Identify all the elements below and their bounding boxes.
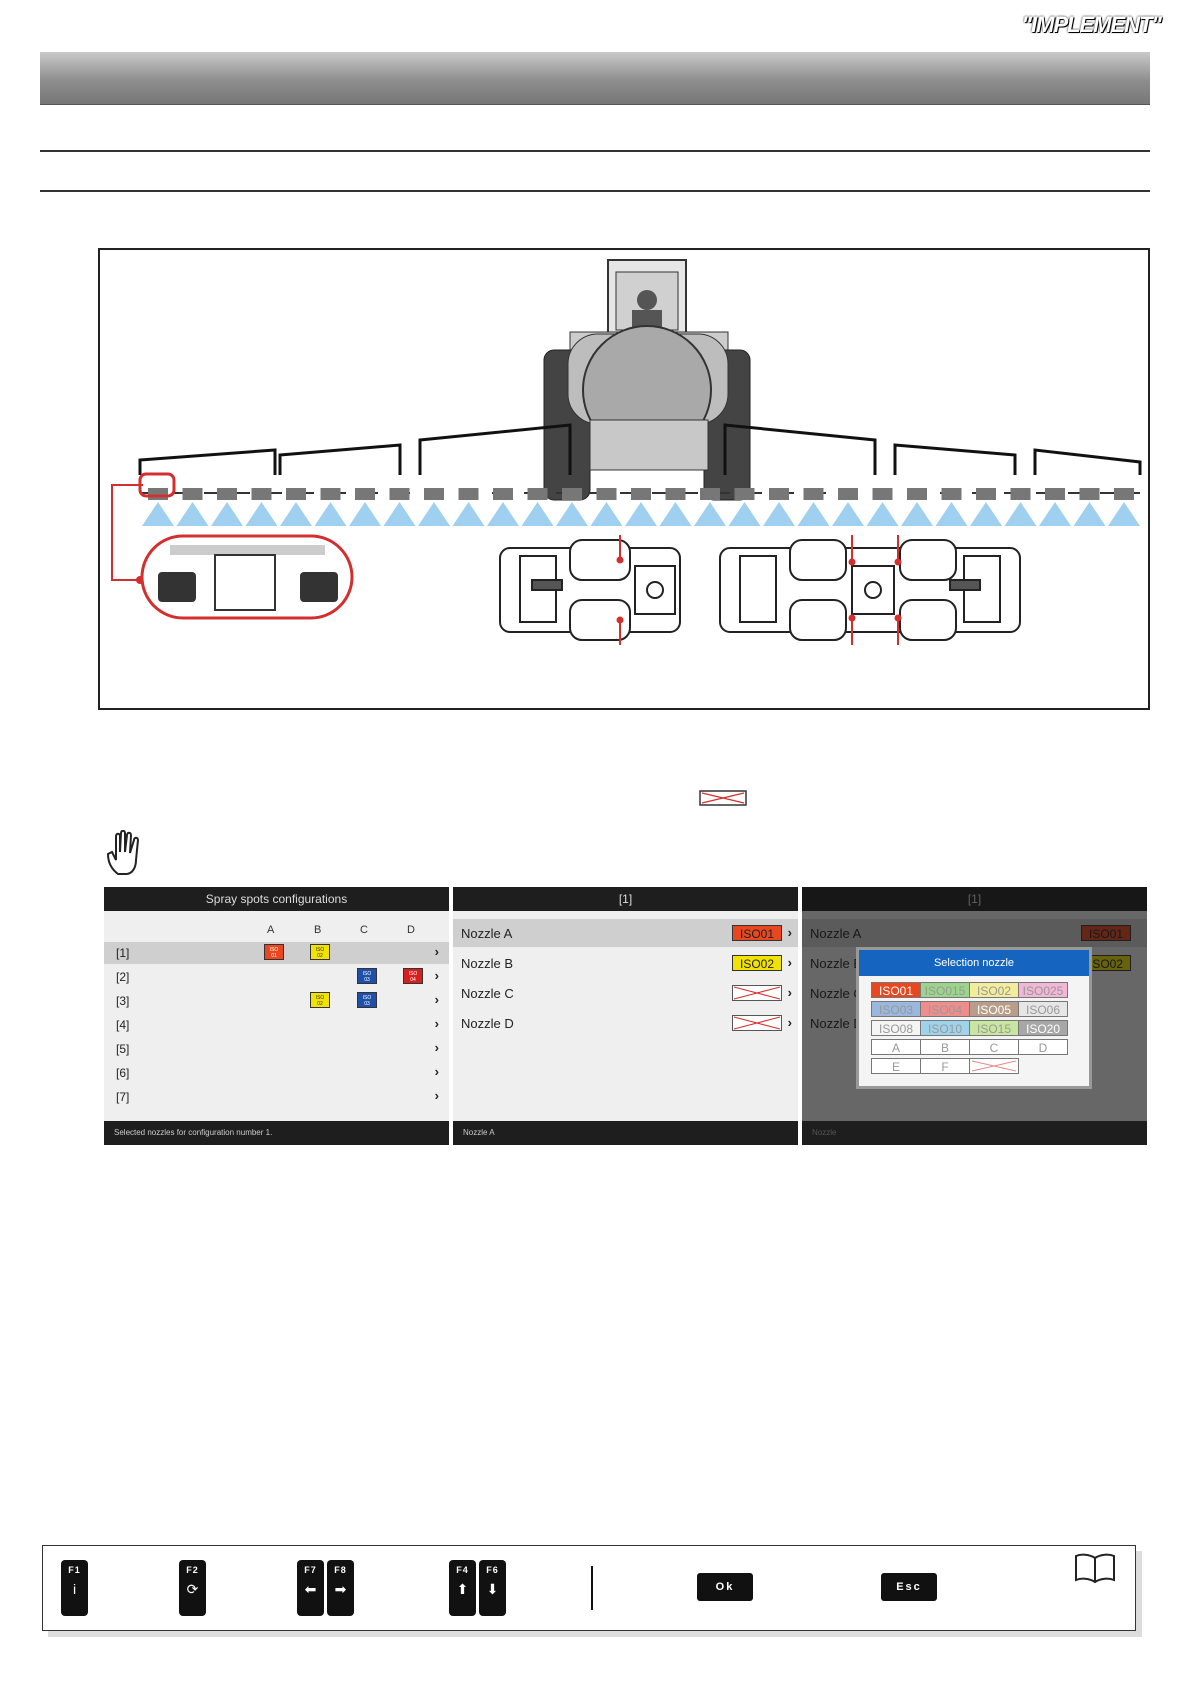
spray-cone — [798, 502, 830, 526]
header-bar — [40, 52, 1150, 105]
column-header-d: D — [407, 924, 415, 936]
sprayer-illustration — [100, 250, 1148, 708]
boom-nozzle — [1114, 488, 1134, 500]
arrow-left-icon: ⬅ — [304, 1581, 317, 1597]
column-header-c: C — [360, 924, 368, 936]
divider-top — [40, 150, 1150, 152]
nozzle-label: Nozzle B — [461, 956, 514, 971]
nozzle-option-iso01[interactable]: ISO01 — [871, 982, 921, 998]
nozzle-option-iso10[interactable]: ISO10 — [920, 1020, 970, 1036]
status-footer: Nozzle A — [453, 1121, 798, 1145]
spray-cone — [280, 502, 312, 526]
spray-cone — [729, 502, 761, 526]
nozzle-option-iso02[interactable]: ISO02 — [969, 982, 1019, 998]
spray-cone — [453, 502, 485, 526]
nozzle-row-a[interactable] — [453, 919, 798, 947]
chevron-right-icon: › — [787, 955, 792, 970]
boom-nozzle — [804, 488, 824, 500]
nozzle-tag-iso02: ISO02 — [732, 955, 782, 971]
config-row-5[interactable] — [104, 1038, 449, 1060]
spray-cone — [1039, 502, 1071, 526]
column-header-b: B — [314, 924, 322, 936]
chevron-right-icon: › — [434, 944, 439, 959]
selection-popup — [856, 947, 1092, 1089]
config-row-label: [5] — [116, 1042, 130, 1056]
nozzle-option-b[interactable]: B — [920, 1039, 970, 1055]
f4-key[interactable]: F4 ⬆ — [449, 1560, 476, 1616]
nozzle-label: Nozzle A — [461, 926, 513, 941]
chevron-right-icon: › — [434, 1088, 439, 1103]
spray-cone — [1005, 502, 1037, 526]
spray-cone — [625, 502, 657, 526]
boom-nozzle — [666, 488, 686, 500]
status-footer: Selected nozzles for configuration number 1. — [104, 1121, 449, 1145]
nozzle-option-iso06[interactable]: ISO06 — [1018, 1001, 1068, 1017]
spray-cone — [142, 502, 174, 526]
boom-nozzle — [1045, 488, 1065, 500]
spray-cone — [1108, 502, 1140, 526]
config-row-2[interactable] — [104, 966, 449, 988]
nozzle-tag-iso03: ISO 03 — [357, 968, 377, 984]
nozzle-option-iso03[interactable]: ISO03 — [871, 1001, 921, 1017]
boom-nozzle — [1011, 488, 1031, 500]
spray-cone — [1074, 502, 1106, 526]
spray-cone — [349, 502, 381, 526]
boom-nozzles — [142, 488, 1140, 526]
nozzle-tag-iso02: ISO 02 — [310, 944, 330, 960]
nozzle-option-e[interactable]: E — [871, 1058, 921, 1074]
boom-nozzle — [321, 488, 341, 500]
nozzle-option-iso025[interactable]: ISO025 — [1018, 982, 1068, 998]
chevron-right-icon: › — [787, 985, 792, 1000]
status-footer: Nozzle — [802, 1121, 1147, 1145]
screen-title: Spray spots configurations — [104, 887, 449, 911]
screen-title: [1] — [453, 887, 798, 911]
nozzle-tag-iso04: ISO 04 — [403, 968, 423, 984]
arrow-up-icon: ⬆ — [456, 1581, 469, 1597]
nozzle-option-iso08[interactable]: ISO08 — [871, 1020, 921, 1036]
nozzle-tag-iso01: ISO 01 — [264, 944, 284, 960]
config-row-6[interactable] — [104, 1062, 449, 1084]
nozzle-option-iso20[interactable]: ISO20 — [1018, 1020, 1068, 1036]
spray-cone — [556, 502, 588, 526]
f2-key[interactable]: F2 ⟳ — [179, 1560, 206, 1616]
column-header-a: A — [267, 924, 275, 936]
spray-cone — [763, 502, 795, 526]
hand-icon — [104, 830, 148, 876]
boom-nozzle — [942, 488, 962, 500]
config-row-label: [6] — [116, 1066, 130, 1080]
boom-nozzle — [355, 488, 375, 500]
boom-nozzle — [424, 488, 444, 500]
spray-cone — [901, 502, 933, 526]
nozzle-option-c[interactable]: C — [969, 1039, 1019, 1055]
info-icon: i — [72, 1581, 77, 1597]
chevron-right-icon: › — [434, 992, 439, 1007]
no-nozzle-icon — [732, 1015, 782, 1031]
nozzle-label: Nozzle D — [461, 1016, 514, 1031]
config-row-3[interactable] — [104, 990, 449, 1012]
chevron-right-icon: › — [787, 1015, 792, 1030]
boom-nozzle — [700, 488, 720, 500]
screen-nozzle-list — [453, 887, 798, 1145]
boom-nozzle — [769, 488, 789, 500]
spray-cone — [211, 502, 243, 526]
boom-nozzle — [148, 488, 168, 500]
config-row-label: [4] — [116, 1018, 130, 1032]
no-nozzle-icon — [732, 985, 782, 1001]
nozzle-option-f[interactable]: F — [920, 1058, 970, 1074]
boom-nozzle — [976, 488, 996, 500]
popup-title: Selection nozzle — [859, 950, 1089, 976]
config-row-4[interactable] — [104, 1014, 449, 1036]
no-nozzle-marker — [699, 790, 747, 806]
f7-key[interactable]: F7 ⬅ — [297, 1560, 324, 1616]
nozzle-option-iso04[interactable]: ISO04 — [920, 1001, 970, 1017]
config-row-label: [2] — [116, 970, 130, 984]
f1-key[interactable]: F1 i — [61, 1560, 88, 1616]
spray-cone — [936, 502, 968, 526]
spray-cone — [487, 502, 519, 526]
spray-cone — [315, 502, 347, 526]
manual-book-icon — [1073, 1552, 1117, 1584]
nozzle-option-iso05[interactable]: ISO05 — [969, 1001, 1019, 1017]
nozzle-tag-iso02: ISO 02 — [310, 992, 330, 1008]
nozzle-option-a[interactable]: A — [871, 1039, 921, 1055]
boom-nozzle — [562, 488, 582, 500]
config-row-label: [3] — [116, 994, 130, 1008]
spray-cone — [867, 502, 899, 526]
boom-nozzle — [493, 488, 513, 500]
chevron-right-icon: › — [434, 1064, 439, 1079]
spray-cone — [177, 502, 209, 526]
chevron-right-icon: › — [434, 1040, 439, 1055]
config-row-label: [7] — [116, 1090, 130, 1104]
spray-cone — [246, 502, 278, 526]
spray-cone — [694, 502, 726, 526]
config-row-1[interactable] — [104, 942, 449, 964]
nozzle-option-none[interactable] — [969, 1058, 1019, 1074]
boom-nozzle — [459, 488, 479, 500]
page-title: "IMPLEMENT" — [1021, 12, 1161, 37]
esc-button[interactable]: Esc — [881, 1573, 937, 1601]
config-row-label: [1] — [116, 946, 130, 960]
screen-nozzle-selection — [802, 887, 1147, 1145]
function-key-bar — [42, 1545, 1136, 1631]
chevron-right-icon: › — [434, 968, 439, 983]
spray-cone — [660, 502, 692, 526]
boom-nozzle — [183, 488, 203, 500]
boom-nozzle — [252, 488, 272, 500]
nozzle-row-b[interactable] — [453, 949, 798, 977]
sprayer-figure — [98, 248, 1150, 710]
refresh-icon: ⟳ — [186, 1581, 199, 1597]
nozzle-tag-iso03: ISO 03 — [357, 992, 377, 1008]
boom-nozzle — [528, 488, 548, 500]
chevron-right-icon: › — [787, 925, 792, 940]
screen-spray-configurations — [104, 887, 449, 1145]
nozzle-tag-iso01: ISO01 — [732, 925, 782, 941]
arrow-right-icon: ➡ — [334, 1581, 347, 1597]
boom-nozzle — [838, 488, 858, 500]
spray-cone — [418, 502, 450, 526]
boom-nozzle — [286, 488, 306, 500]
nozzle-option-d[interactable]: D — [1018, 1039, 1068, 1055]
boom-nozzle — [873, 488, 893, 500]
config-row-7[interactable] — [104, 1086, 449, 1108]
boom-nozzle — [907, 488, 927, 500]
nozzle-row-c[interactable] — [453, 979, 798, 1007]
boom-nozzle — [217, 488, 237, 500]
spray-cone — [970, 502, 1002, 526]
f6-key[interactable]: F6 ⬇ — [479, 1560, 506, 1616]
spray-cone — [384, 502, 416, 526]
boom-nozzle — [735, 488, 755, 500]
nozzle-option-iso015[interactable]: ISO015 — [920, 982, 970, 998]
boom-nozzle — [1080, 488, 1100, 500]
key-separator — [591, 1566, 593, 1610]
boom-nozzle — [631, 488, 651, 500]
spray-cone — [522, 502, 554, 526]
chevron-right-icon: › — [434, 1016, 439, 1031]
nozzle-row-d[interactable] — [453, 1009, 798, 1037]
boom-nozzle — [390, 488, 410, 500]
boom-nozzle — [597, 488, 617, 500]
spray-cone — [832, 502, 864, 526]
arrow-down-icon: ⬇ — [486, 1581, 499, 1597]
ok-button[interactable]: Ok — [697, 1573, 753, 1601]
nozzle-label: Nozzle C — [461, 986, 514, 1001]
spray-cone — [591, 502, 623, 526]
f8-key[interactable]: F8 ➡ — [327, 1560, 354, 1616]
nozzle-option-iso15[interactable]: ISO15 — [969, 1020, 1019, 1036]
divider-bottom — [40, 190, 1150, 192]
